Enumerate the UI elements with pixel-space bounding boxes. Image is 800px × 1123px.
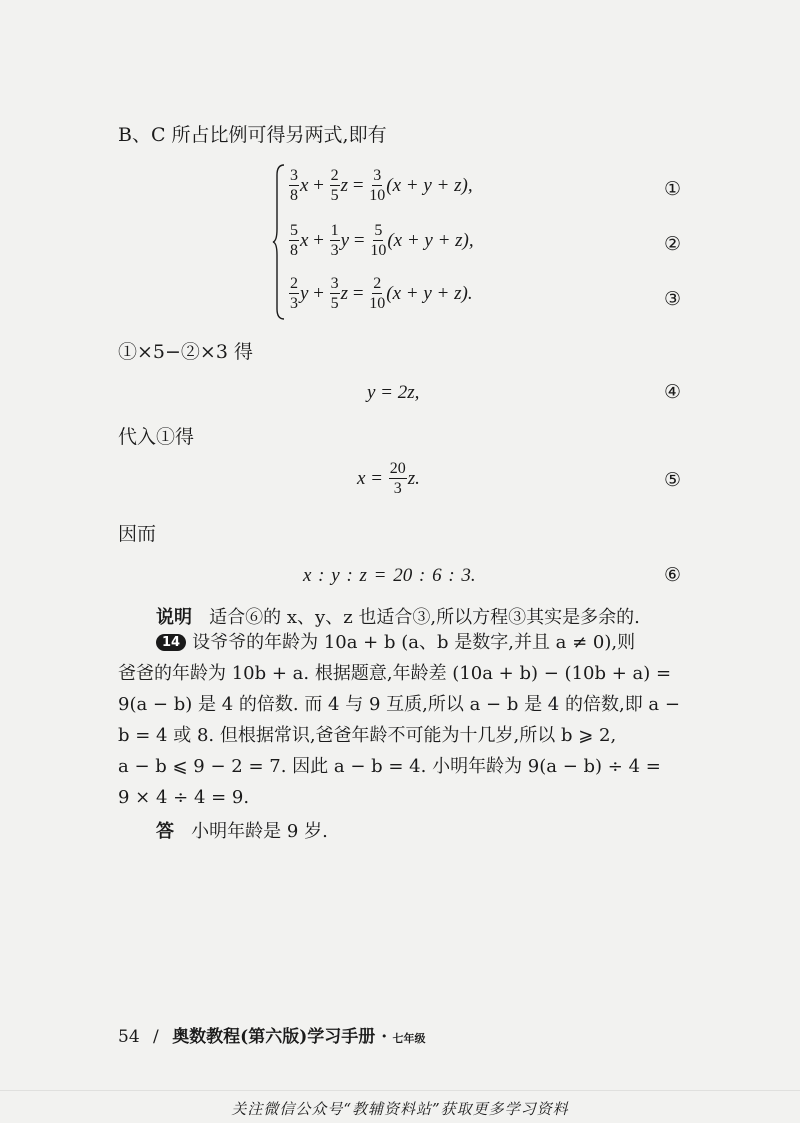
page-footer [118,1022,426,1047]
step3-label: 因而 [118,523,157,545]
problem-line-5: a − b ⩽ 9 − 2 = 7. 因此 a − b = 4. 小明年龄为 9(a − b) ÷ 4 = [118,756,661,777]
equation-3-number: ③ [664,288,682,310]
equation-5-number: ⑤ [664,469,682,491]
note-text: 适合⑥的 x、y、z 也适合③,所以方程③其实是多余的. [209,607,640,628]
equation-3: $\frac{2}{3}$ y + $\frac{3}{5}$ z = $\frac{2}{10}$ (x + y + z). [290,275,473,312]
step1-label: ①×5−②×3 得 [118,341,253,363]
problem-14 [118,627,688,813]
answer-paragraph [156,817,328,843]
equation-4: y = 2z, [367,382,420,403]
problem-line-3: 9(a − b) 是 4 的倍数. 而 4 与 9 互质,所以 a − b 是 4 的倍数,即 a − [118,694,680,715]
book-title: 奥数教程(第六版)学习手册 · [172,1027,388,1047]
problem-line-4: b = 4 或 8. 但根据常识,爸爸年龄不可能为十几岁,所以 b ⩾ 2, [118,725,617,746]
problem-number-badge: 14 [156,634,186,651]
answer-text: 小明年龄是 9 岁. [191,821,328,842]
equation-4-number: ④ [664,381,682,403]
note-label: 说明 [156,607,192,628]
equation-6: x : y : z = 20 : 6 : 3. [303,565,476,586]
equation-1-number: ① [664,178,682,200]
page-number: 54 [118,1027,140,1047]
problem-line-2: 爸爸的年龄为 10b + a. 根据题意,年龄差 (10a + b) − (10b + a) = [118,663,672,684]
equation-1: $\frac{3}{8}$ x + $\frac{2}{5}$ z = $\frac{3}{10}$ (x + y + z), [290,167,473,204]
grade-label: 七年级 [392,1032,426,1045]
promo-watermark-text: 关注微信公众号“教辅资料站”获取更多学习资料 [231,1100,569,1118]
problem-line-1: 设爷爷的年龄为 10a + b (a、b 是数字,并且 a ≠ 0),则 [192,632,636,653]
equation-2-number: ② [664,233,682,255]
problem-line-6: 9 × 4 ÷ 4 = 9. [118,787,250,808]
step2-label: 代入①得 [118,426,195,448]
equation-6-number: ⑥ [664,564,682,586]
left-brace-icon [272,163,286,321]
answer-label: 答 [156,821,174,842]
note-paragraph [156,603,640,629]
divider [0,1090,800,1091]
equation-2: $\frac{5}{8}$ x + $\frac{1}{3}$ y = $\frac{5}{10}$ (x + y + z), [290,222,474,259]
equation-5: x = $\frac{20}{3}$ z. [357,460,420,497]
intro-line: B、C 所占比例可得另两式,即有 [118,124,387,146]
footer-separator: / [153,1027,159,1047]
